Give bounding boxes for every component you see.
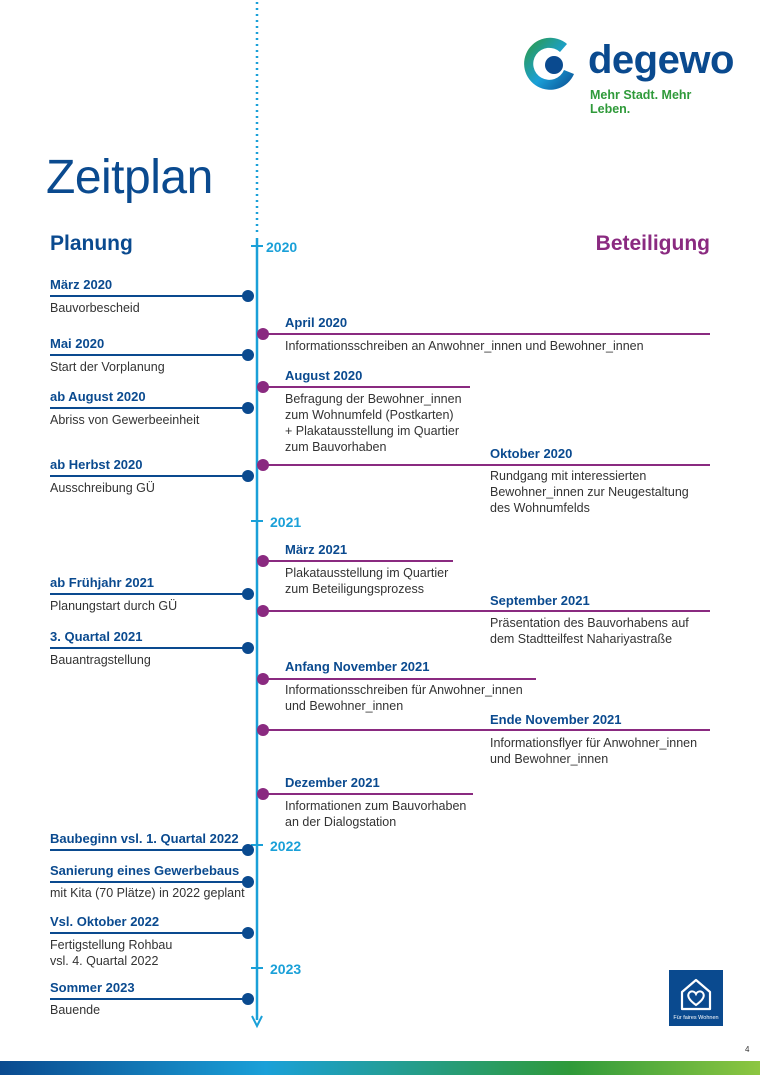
beteiligung-event-title: März 2021 — [285, 542, 348, 557]
planung-event-title: Baubeginn vsl. 1. Quartal 2022 — [50, 831, 239, 846]
planung-event-desc: Fertigstellung Rohbau — [50, 938, 173, 952]
timeline-axis — [250, 0, 264, 1030]
beteiligung-event-rule — [263, 793, 473, 795]
fair-living-badge — [669, 970, 723, 1026]
planung-event-desc: Planungstart durch GÜ — [50, 599, 178, 613]
beteiligung-event-title: Dezember 2021 — [285, 775, 380, 790]
planung-event-title: Sanierung eines Gewerbebaus — [50, 863, 240, 878]
beteiligung-event-title: Oktober 2020 — [490, 446, 573, 461]
beteiligung-event-rule — [263, 610, 710, 612]
timeline-marker-planung — [242, 588, 254, 600]
planung-event-rule — [50, 354, 248, 356]
year-label-2023: 2023 — [270, 961, 302, 977]
logo-wordmark: degewo — [588, 38, 734, 82]
timeline-marker-planung — [242, 402, 254, 414]
logo-slogan: Mehr Stadt. Mehr Leben. — [590, 88, 692, 116]
planung-event-rule — [50, 475, 248, 477]
beteiligung-event-title: April 2020 — [285, 315, 348, 330]
beteiligung-event-desc: Informationsschreiben für Anwohner_innen — [285, 683, 523, 697]
beteiligung-event-desc: Informationsschreiben an Anwohner_innen und Bewohner_innen — [285, 339, 644, 353]
planung-event-rule — [50, 998, 248, 1000]
timeline-marker-planung — [242, 470, 254, 482]
planung-event-desc: mit Kita (70 Plätze) in 2022 geplant — [50, 886, 245, 900]
column-heading-planung: Planung — [50, 232, 133, 255]
beteiligung-event-desc: zum Bauvorhaben — [285, 440, 387, 454]
year-label-2020: 2020 — [266, 239, 298, 255]
beteiligung-event-desc: Befragung der Bewohner_innen — [285, 392, 462, 406]
planung-event-rule — [50, 932, 248, 934]
planung-event-desc: Bauvorbescheid — [50, 301, 140, 315]
year-label-2022: 2022 — [270, 838, 302, 854]
beteiligung-event-desc: + Plakatausstellung im Quartier — [285, 424, 460, 438]
planung-event-rule — [50, 849, 248, 851]
planung-event-desc: Bauantragstellung — [50, 653, 151, 667]
planung-event-title: Mai 2020 — [50, 336, 105, 351]
beteiligung-event-rule — [263, 386, 470, 388]
planung-event-rule — [50, 881, 248, 883]
beteiligung-event-rule — [263, 333, 710, 335]
beteiligung-event-title: September 2021 — [490, 593, 590, 608]
page-number: 4 — [745, 1045, 750, 1054]
planung-event-rule — [50, 593, 248, 595]
planung-event-title: ab August 2020 — [50, 389, 146, 404]
beteiligung-event-title: Anfang November 2021 — [285, 659, 430, 674]
year-label-2021: 2021 — [270, 514, 302, 530]
planung-event-title: Sommer 2023 — [50, 980, 135, 995]
beteiligung-event-desc: Bewohner_innen zur Neugestaltung — [490, 485, 689, 499]
degewo-logo — [522, 34, 734, 116]
beteiligung-event-desc: an der Dialogstation — [285, 815, 397, 829]
planung-event-desc: Abriss von Gewerbeeinheit — [50, 413, 200, 427]
planung-event-title: März 2020 — [50, 277, 113, 292]
beteiligung-event-desc: Plakatausstellung im Quartier — [285, 566, 449, 580]
page-title: Zeitplan — [46, 151, 213, 204]
planung-event-title: ab Herbst 2020 — [50, 457, 143, 472]
planung-event-desc: vsl. 4. Quartal 2022 — [50, 954, 159, 968]
house-heart-icon — [677, 975, 715, 1013]
degewo-logo-mark-icon — [522, 34, 582, 94]
beteiligung-event-title: Ende November 2021 — [490, 712, 622, 727]
beteiligung-event-desc: zum Beteiligungsprozess — [285, 582, 424, 596]
badge-caption: Für faires Wohnen — [673, 1015, 719, 1021]
beteiligung-event-desc: Informationsflyer für Anwohner_innen — [490, 736, 698, 750]
beteiligung-event-desc: und Bewohner_innen — [490, 752, 609, 766]
timeline-marker-planung — [242, 642, 254, 654]
column-heading-beteiligung: Beteiligung — [595, 232, 710, 255]
planung-event-desc: Bauende — [50, 1003, 101, 1017]
beteiligung-event-desc: Rundgang mit interessierten — [490, 469, 647, 483]
timeline-marker-planung — [242, 290, 254, 302]
beteiligung-event-rule — [263, 464, 710, 466]
timeline-marker-planung — [242, 993, 254, 1005]
planung-event-title: ab Frühjahr 2021 — [50, 575, 155, 590]
beteiligung-event-desc: des Wohnumfelds — [490, 501, 590, 515]
beteiligung-event-rule — [263, 678, 536, 680]
planung-event-rule — [50, 407, 248, 409]
timeline-marker-planung — [242, 844, 254, 856]
timeline-marker-planung — [242, 349, 254, 361]
beteiligung-event-desc: Präsentation des Bauvorhabens auf — [490, 616, 689, 630]
footer-gradient-bar — [0, 1061, 760, 1075]
planung-event-title: Vsl. Oktober 2022 — [50, 914, 160, 929]
timeline-marker-planung — [242, 927, 254, 939]
planung-event-rule — [50, 295, 248, 297]
beteiligung-event-desc: Informationen zum Bauvorhaben — [285, 799, 467, 813]
planung-event-desc: Start der Vorplanung — [50, 360, 165, 374]
beteiligung-event-desc: zum Wohnumfeld (Postkarten) — [285, 408, 454, 422]
planung-event-rule — [50, 647, 248, 649]
planung-event-title: 3. Quartal 2021 — [50, 629, 143, 644]
beteiligung-event-rule — [263, 560, 453, 562]
beteiligung-event-desc: und Bewohner_innen — [285, 699, 404, 713]
planung-event-desc: Ausschreibung GÜ — [50, 481, 155, 495]
beteiligung-event-desc: dem Stadtteilfest Nahariyastraße — [490, 632, 673, 646]
beteiligung-event-title: August 2020 — [285, 368, 363, 383]
beteiligung-event-rule — [263, 729, 710, 731]
